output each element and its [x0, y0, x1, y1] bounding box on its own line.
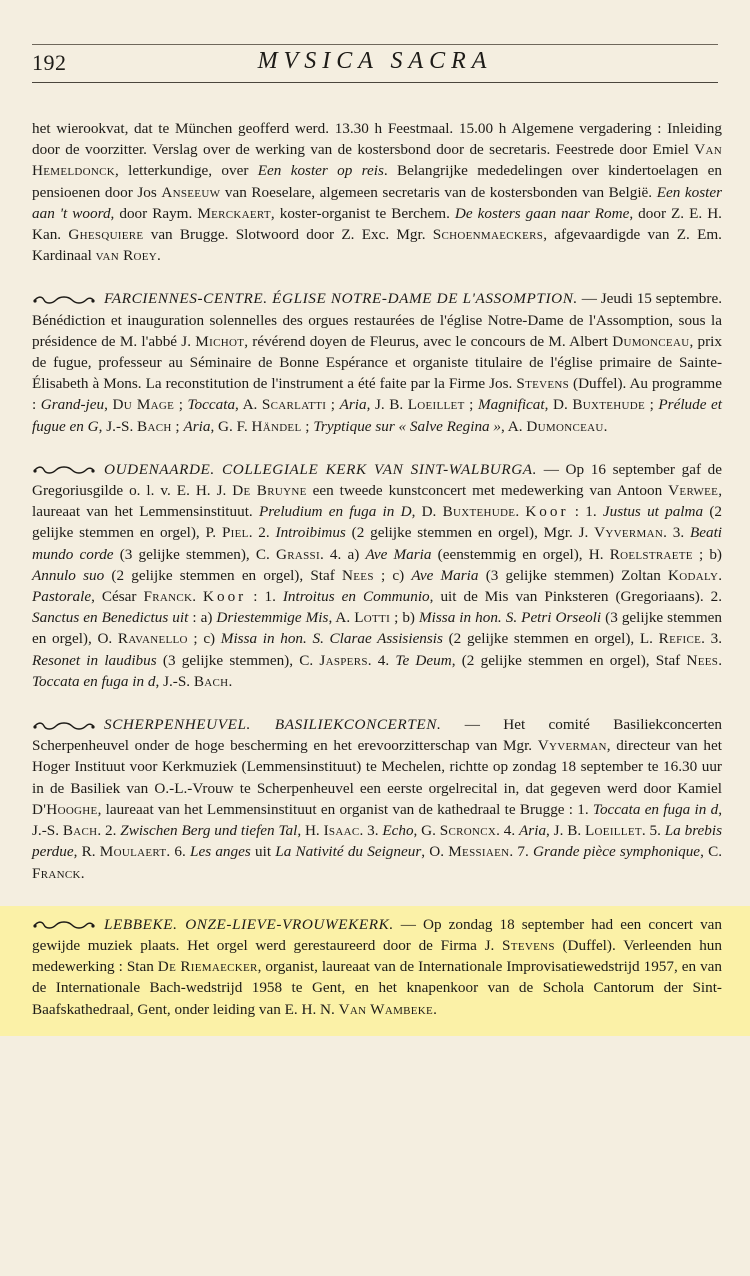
person-name: Dumonceau [612, 332, 690, 350]
work-title: Grande pièce symphonique [533, 843, 701, 861]
person-name: van Roey [95, 247, 158, 265]
person-name: Scarlatti [261, 396, 327, 414]
work-title: Toccata [187, 396, 236, 414]
person-name: Piel [221, 524, 249, 542]
person-name: Moulaert [99, 843, 167, 861]
person-name: Bach [137, 417, 172, 435]
work-title: Aria [519, 822, 547, 840]
work-title: Aria [339, 396, 367, 414]
person-name: Kodaly [668, 566, 719, 584]
person-name: De Riemaecker [157, 958, 258, 976]
person-name: Anseeuw [161, 183, 221, 201]
entry-lebbeke: LEBBEKE. ONZE-LIEVE-VROUWEKERK. — Op zondag 18 september had een concert van gewijde muziek plaats. Het orgel werd gerestaureerd door de Firma J. Stevens (Duffel). Verleenden hun medewerking : Stan De Riemaecker, organist, laureaat van de Internationale Improvisatiewedstrijd 1957, en van de Internationale Bach-wedstrijd 1958 te Gent, en het knapenkoor van de Schola Cantorum der Sint-Baafskathedraal, Gent, onder leiding van E. H. N. Van Wambeke. [0, 906, 750, 1036]
header-bottom-rule [32, 82, 718, 83]
work-title: La brebis perdue [32, 822, 723, 861]
person-name: Van Hemeldonck [32, 141, 722, 180]
choir-label: Koor [525, 503, 569, 521]
work-title: Toccata en fuga in d [592, 800, 719, 818]
person-name: Scroncx [439, 822, 497, 840]
person-name: Nees [686, 651, 719, 669]
person-name: Vyverman [537, 737, 607, 755]
place-heading: SCHERPENHEUVEL. BASILIEKCONCERTEN. [104, 716, 442, 734]
person-name: Stevens [516, 375, 570, 393]
entry-farciennes: FARCIENNES-CENTRE. ÉGLISE NOTRE-DAME DE L'ASSOMPTION. — Jeudi 15 septembre. Bénédiction et inauguration solennelles des orgues restaurées de l'église Notre-Dame de l'Assomption, sous la présidence de M. l'abbé J. Michot, révérend doyen de Fleurus, avec le concours de M. Albert Dumonceau, prix de fugue, professeur au Séminaire de Bonne Espérance et organiste titulaire de l'église primaire de Sainte-Élisabeth à Mons. La reconstitution de l'instrument a été faite par la Firme Jos. Stevens (Duffel). Au programme : Grand-jeu, Du Mage ; Toccata, A. Scarlatti ; Aria, J. B. Loeillet ; Magnificat, D. Buxtehude ; Prélude et fugue en G, J.-S. Bach ; Aria, G. F. Händel ; Tryptique sur « Salve Regina », A. Dumonceau. [32, 290, 723, 435]
person-name: Messiaen [448, 843, 510, 861]
person-name: Grassi [275, 545, 320, 563]
choir-label: Koor [203, 588, 247, 606]
work-title: Missa in hon. S. Petri Orseoli [419, 609, 602, 627]
work-title: Een koster op reis [257, 162, 384, 180]
header-top-rule [32, 44, 718, 45]
work-title: Aria [183, 417, 211, 435]
ornament-icon [32, 720, 96, 732]
person-name: Stevens [502, 936, 555, 954]
person-name: Schoenmaeckers [432, 226, 544, 244]
person-name: Lotti [354, 609, 391, 627]
person-name: Ghesquiere [68, 226, 144, 244]
person-name: Loeillet [407, 396, 465, 414]
work-title: Ave Maria [411, 566, 479, 584]
work-title: Grand-jeu [40, 396, 105, 414]
person-name: Loeillet [584, 822, 642, 840]
work-title: Driestemmige Mis [216, 609, 329, 627]
work-title: Tryptique sur « Salve Regina » [313, 417, 502, 435]
running-header [32, 44, 718, 78]
work-title: Resonet in laudibus [32, 651, 157, 669]
work-title: Ave Maria [365, 545, 432, 563]
work-title: Justus ut palma [602, 503, 704, 521]
person-name: Ravanello [117, 630, 188, 648]
person-name: Isaac [323, 822, 360, 840]
work-title: Annulo suo [32, 566, 105, 584]
person-name: D'Hooghe [32, 800, 98, 818]
person-name: Bach [193, 672, 229, 690]
person-name: De Bruyne [232, 482, 307, 500]
person-name: Buxtehude [572, 396, 646, 414]
page-number: 192 [32, 50, 67, 75]
ornament-icon [32, 294, 96, 306]
person-name: Merckaert [197, 204, 271, 222]
work-title: Introitus en Communio [282, 588, 430, 606]
work-title: Te Deum [395, 651, 452, 669]
person-name: Händel [251, 417, 302, 435]
person-name: Buxtehude [442, 503, 516, 521]
ornament-icon [32, 919, 96, 931]
person-name: Nees [342, 566, 374, 584]
work-title: Preludium en fuga in D [258, 503, 412, 521]
work-title: Zwischen Berg und tiefen Tal [120, 822, 298, 840]
place-heading: OUDENAARDE. COLLEGIALE KERK VAN SINT-WALBURGA. [104, 460, 538, 478]
person-name: Vyverman [594, 524, 664, 542]
page-body [32, 118, 722, 1036]
person-name: Jaspers [319, 651, 368, 669]
work-title: De kosters gaan naar Rome [454, 204, 630, 222]
running-title: MVSICA SACRA [257, 48, 493, 74]
work-title: Toccata en fuga in d [32, 672, 156, 690]
work-title: Magnificat [477, 396, 545, 414]
person-name: Michot [195, 332, 245, 350]
work-title: La Nativité du Seigneur [275, 843, 422, 861]
work-title: Pastorale [32, 588, 92, 606]
person-name: Roelstraete [609, 545, 693, 563]
work-title: Introibimus [275, 524, 346, 542]
person-name: Van Wambeke [338, 1000, 434, 1018]
person-name: Franck [143, 588, 193, 606]
entry-oudenaarde: OUDENAARDE. COLLEGIALE KERK VAN SINT-WALBURGA. — Op 16 september gaf de Gregoriusgilde o. l. v. E. H. J. De Bruyne een tweede kunstconcert met medewerking van Antoon Verwee, laureaat van het Lemmensinstituut. Preludium en fuga in D, D. Buxtehude. Koor : 1. Justus ut palma (2 gelijke stemmen en orgel), P. Piel. 2. Introibimus (2 gelijke stemmen en orgel), Mgr. J. Vyverman. 3. Beati mundo corde (3 gelijke stemmen), C. Grassi. 4. a) Ave Maria (eenstemmig en orgel), H. Roelstraete ; b) Annulo suo (2 gelijke stemmen en orgel), Staf Nees ; c) Ave Maria (3 gelijke stemmen) Zoltan Kodaly. Pastorale, César Franck. Koor : 1. Introitus en Communio, uit de Mis van Pinksteren (Gregoriaans). 2. Sanctus en Benedictus uit : a) Driestemmige Mis, A. Lotti ; b) Missa in hon. S. Petri Orseoli (3 gelijke stemmen en orgel), O. Ravanello ; c) Missa in hon. S. Clarae Assisiensis (2 gelijke stemmen en orgel), L. Refice. 3. Resonet in laudibus (3 gelijke stemmen), C. Jaspers. 4. Te Deum, (2 gelijke stemmen en orgel), Staf Nees. Toccata en fuga in d, J.-S. Bach. [32, 460, 723, 690]
person-name: Du Mage [112, 396, 175, 414]
work-title: Les anges [190, 843, 251, 861]
person-name: Dumonceau [526, 417, 604, 435]
work-title: Sanctus en Benedictus uit [32, 609, 189, 627]
place-heading: FARCIENNES-CENTRE. ÉGLISE NOTRE-DAME DE L'ASSOMPTION. [104, 290, 578, 308]
work-title: Prélude et fugue en G [32, 396, 723, 435]
person-name: Verwee [668, 482, 719, 500]
work-title: Missa in hon. S. Clarae Assisiensis [220, 630, 443, 648]
place-heading: LEBBEKE. ONZE-LIEVE-VROUWEKERK. [104, 915, 394, 933]
work-title: Echo [382, 822, 414, 840]
person-name: Franck [32, 864, 81, 882]
ornament-icon [32, 464, 96, 476]
work-title: Een koster aan 't woord [32, 183, 723, 222]
person-name: Refice [658, 630, 702, 648]
entry-munchen: het wierookvat, dat te München geofferd werd. 13.30 h Feestmaal. 15.00 h Algemene vergadering : Inleiding door de voorzitter. Verslag over de werking van de kostersbond door de secretaris. Feestrede door Emiel Van Hemeldonck, letterkundige, over Een koster op reis. Belangrijke mededelingen over kindertoelagen en pensioenen door Jos Anseeuw van Roeselare, algemeen secretaris van de kostersbonden van België. Een koster aan 't woord, door Raym. Merckaert, koster-organist te Berchem. De kosters gaan naar Rome, door Z. E. H. Kan. Ghesquiere van Brugge. Slotwoord door Z. Exc. Mgr. Schoenmaeckers, afgevaardigde van Z. Em. Kardinaal van Roey. [32, 120, 723, 265]
entry-scherpenheuvel: SCHERPENHEUVEL. BASILIEKCONCERTEN. — Het comité Basiliekconcerten Scherpenheuvel onder de hoge bescherming en het erevoorzitterschap van Mgr. Vyverman, directeur van het Hoger Instituut voor Kerkmuziek (Lemmensinstituut) te Mechelen, richtte op zondag 18 september te 16.30 uur in de Basiliek van O.-L.-Vrouw te Scherpenheuvel een eerste orgelrecital in, dat gegeven werd door Kamiel D'Hooghe, laureaat van het Lemmensinstituut en organist van de kathedraal te Brugge : 1. Toccata en fuga in d, J.-S. Bach. 2. Zwischen Berg und tiefen Tal, H. Isaac. 3. Echo, G. Scroncx. 4. Aria, J. B. Loeillet. 5. La brebis perdue, R. Moulaert. 6. Les anges uit La Nativité du Seigneur, O. Messiaen. 7. Grande pièce symphonique, C. Franck. [32, 716, 723, 882]
work-title: Beati mundo corde [32, 524, 723, 563]
person-name: Bach [62, 822, 98, 840]
